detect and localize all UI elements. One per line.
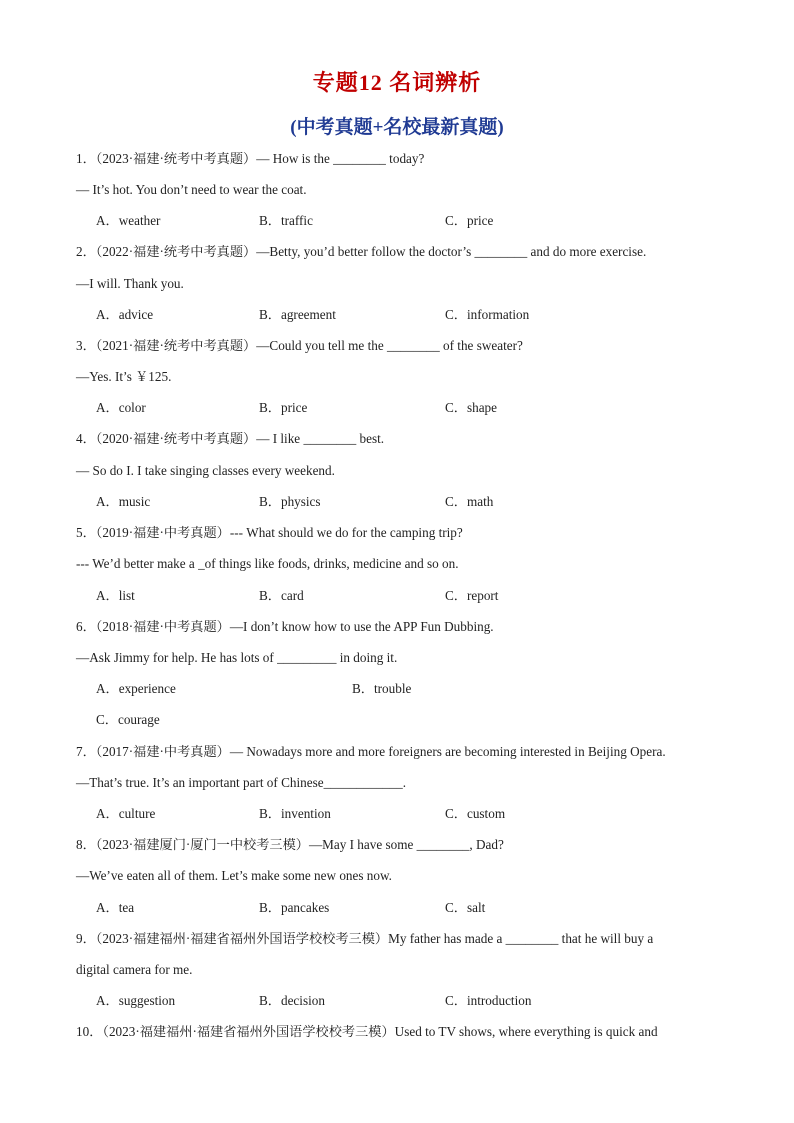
question-5-option-b: B．card [259, 588, 304, 603]
question-8-stem: 8．（2023·福建厦门·厦门一中校考三模）—May I have some ________, Dad? [76, 837, 504, 852]
question-6-option-b: B．trouble [352, 681, 412, 696]
question-5-response: --- We’d better make a _of things like foods, drinks, medicine and so on. [76, 556, 459, 571]
question-6-stem: 6．（2018·福建·中考真题）—I don’t know how to use the APP Fun Dubbing. [76, 619, 494, 634]
question-7-response: —That’s true. It’s an important part of Chinese____________. [76, 775, 406, 790]
question-4-option-a: A．music [96, 494, 151, 509]
page-subtitle: (中考真题+名校最新真题) [290, 117, 504, 138]
question-9-stem-continued: digital camera for me. [76, 962, 193, 977]
question-9-option-a: A．suggestion [96, 993, 176, 1008]
question-2-response: —I will. Thank you. [76, 276, 184, 291]
question-1-response: — It’s hot. You don’t need to wear the coat. [76, 182, 307, 197]
question-8-response: —We’ve eaten all of them. Let’s make some new ones now. [76, 868, 392, 883]
question-2-option-c: C．information [445, 307, 530, 322]
question-7-option-b: B．invention [259, 806, 331, 821]
question-2-stem: 2．（2022·福建·统考中考真题）—Betty, you’d better follow the doctor’s ________ and do more exercise. [76, 244, 647, 259]
question-1-option-a: A．weather [96, 213, 161, 228]
question-3-option-a: A．color [96, 400, 146, 415]
question-4-option-c: C．math [445, 494, 494, 509]
question-1-stem: 1．（2023·福建·统考中考真题）— How is the ________ today? [76, 151, 425, 166]
question-1-option-c: C．price [445, 213, 494, 228]
question-8-option-c: C．salt [445, 900, 486, 915]
question-6-option-a: A．experience [96, 681, 176, 696]
question-2-option-a: A．advice [96, 307, 154, 322]
question-3-response: —Yes. It’s ￥125. [76, 369, 172, 384]
question-3-option-b: B．price [259, 400, 308, 415]
question-9-option-c: C．introduction [445, 993, 532, 1008]
question-4-stem: 4．（2020·福建·统考中考真题）— I like ________ best. [76, 431, 385, 446]
question-2-option-b: B．agreement [259, 307, 336, 322]
question-3-option-c: C．shape [445, 400, 498, 415]
question-1-option-b: B．traffic [259, 213, 313, 228]
question-9-option-b: B．decision [259, 993, 325, 1008]
question-8-option-b: B．pancakes [259, 900, 330, 915]
question-7-option-c: C．custom [445, 806, 506, 821]
question-4-option-b: B．physics [259, 494, 321, 509]
question-3-stem: 3．（2021·福建·统考中考真题）—Could you tell me the ________ of the sweater? [76, 338, 523, 353]
question-7-stem: 7．（2017·福建·中考真题）— Nowadays more and more foreigners are becoming interested in Beijing Opera. [76, 744, 666, 759]
page-title: 专题12 名词辨析 [312, 70, 482, 95]
question-6-option-c: C．courage [96, 712, 160, 727]
question-10-stem: 10．（2023·福建福州·福建省福州外国语学校校考三模）Used to TV shows, where everything is quick and [76, 1024, 658, 1039]
question-5-stem: 5．（2019·福建·中考真题）--- What should we do for the camping trip? [76, 525, 463, 540]
question-6-response: —Ask Jimmy for help. He has lots of _________ in doing it. [76, 650, 398, 665]
question-8-option-a: A．tea [96, 900, 135, 915]
question-4-response: — So do I. I take singing classes every weekend. [76, 463, 335, 478]
question-7-option-a: A．culture [96, 806, 156, 821]
question-5-option-a: A．list [96, 588, 135, 603]
question-5-option-c: C．report [445, 588, 499, 603]
question-9-stem: 9．（2023·福建福州·福建省福州外国语学校校考三模）My father has made a ________ that he will buy a [76, 931, 654, 946]
